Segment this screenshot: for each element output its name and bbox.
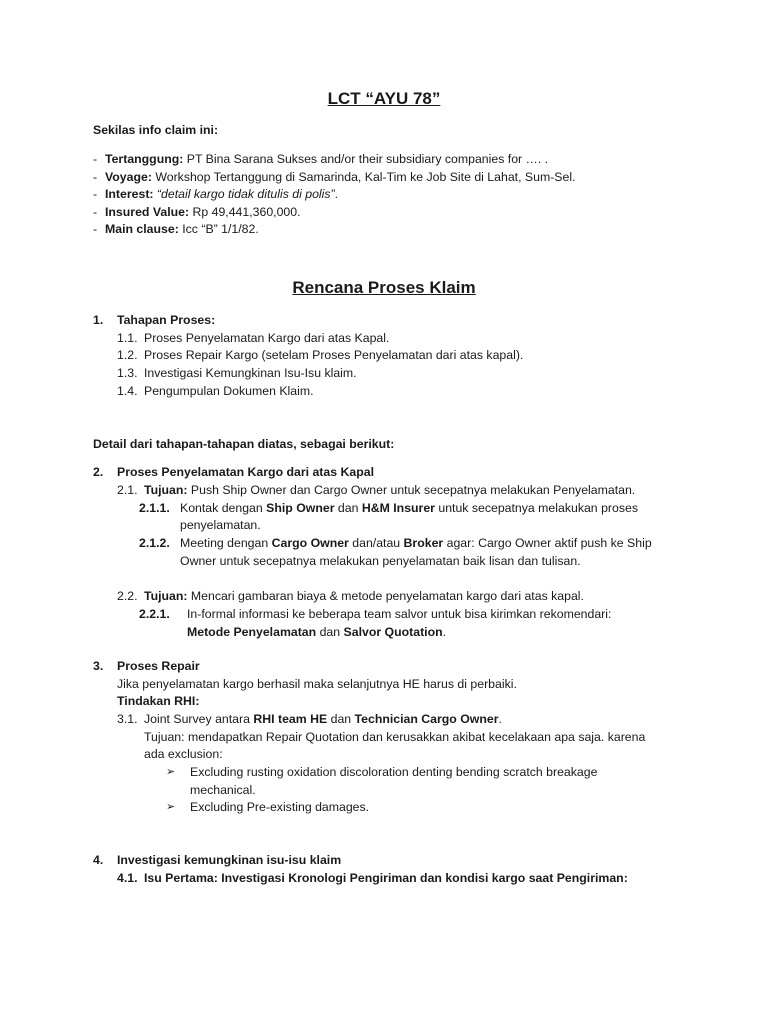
item-line [180, 499, 638, 517]
info-label: Interest: [105, 187, 154, 201]
item-label: Tujuan: [144, 483, 188, 497]
item-line [187, 623, 446, 641]
item-text: In-formal informasi ke beberapa team salvor untuk bisa kirimkan rekomendari: [187, 607, 612, 621]
item-text-continued: penyelamatan. [180, 518, 261, 532]
info-line [105, 150, 548, 168]
info-label: Voyage: [105, 170, 152, 184]
bullet-text: Excluding rusting oxidation discoloration denting bending scratch breakage [190, 765, 598, 779]
item-bold: H&M Insurer [361, 501, 435, 515]
info-label: Insured Value: [105, 205, 190, 219]
item-number: 2.1. [117, 483, 138, 497]
item-number: 4.1. [117, 871, 138, 885]
item-text: Investigasi Kemungkinan Isu-Isu klaim. [144, 366, 357, 380]
item-text: dan [327, 712, 355, 726]
info-line [105, 168, 575, 186]
item-text: Meeting dengan [180, 536, 272, 550]
item-bold: Metode Penyelamatan [187, 625, 317, 639]
info-value: Icc “B” 1/1/82. [178, 222, 259, 236]
item-number: 2.1.2. [139, 536, 170, 550]
section-number: 1. [93, 313, 104, 327]
section-title: Investigasi kemungkinan isu-isu klaim [117, 853, 342, 867]
item-bold: Technician Cargo Owner [354, 712, 499, 726]
item-text: untuk secepatnya melakukan proses [434, 501, 638, 515]
dash-bullet: - [93, 170, 98, 184]
section-heading: Rencana Proses Klaim [292, 278, 476, 297]
dash-bullet: - [93, 205, 98, 219]
item-text: Joint Survey antara [144, 712, 254, 726]
info-label: Tertanggung: [105, 152, 184, 166]
item-text: Pengumpulan Dokumen Klaim. [144, 384, 314, 398]
item-line [144, 481, 635, 499]
info-value: Workshop Tertanggung di Samarinda, Kal-Tim ke Job Site di Lahat, Sum-Sel. [151, 170, 576, 184]
item-bold: RHI team HE [253, 712, 328, 726]
section-number: 2. [93, 465, 104, 479]
section-title: Proses Repair [117, 659, 200, 673]
item-text-continued: ada exclusion: [144, 747, 223, 761]
arrow-bullet-icon: ➢ [166, 766, 176, 778]
item-text: Kontak dengan [180, 501, 267, 515]
item-bold: Cargo Owner [271, 536, 349, 550]
info-line [105, 220, 259, 238]
item-number: 1.2. [117, 348, 138, 362]
item-number: 1.3. [117, 366, 138, 380]
item-number: 2.2.1. [139, 607, 170, 621]
arrow-bullet-icon: ➢ [166, 801, 176, 813]
info-value: Rp 49,441,360,000. [189, 205, 301, 219]
item-number: 3.1. [117, 712, 138, 726]
item-text: Tujuan: mendapatkan Repair Quotation dan kerusakkan akibat kecelakaan apa saja. karena [144, 730, 646, 744]
section-number: 4. [93, 853, 104, 867]
item-bold: Salvor Quotation [343, 625, 443, 639]
section-subtitle: Tindakan RHI: [117, 694, 200, 708]
bullet-text-continued: mechanical. [190, 783, 256, 797]
dash-bullet: - [93, 152, 98, 166]
intro-text: Sekilas info claim ini: [93, 123, 219, 137]
item-line [144, 710, 502, 728]
item-line [180, 534, 652, 552]
info-value: PT Bina Sarana Sukses and/or their subsidiary companies for …. . [183, 152, 549, 166]
detail-intro: Detail dari tahapan-tahapan diatas, sebagai berikut: [93, 437, 395, 451]
info-line [105, 185, 338, 203]
item-text: . [442, 625, 447, 639]
info-value: “detail kargo tidak ditulis di polis” [153, 187, 335, 201]
bullet-text: Excluding Pre-existing damages. [190, 800, 370, 814]
item-text: dan [334, 501, 362, 515]
section-text: Jika penyelamatan kargo berhasil maka selanjutnya HE harus di perbaiki. [117, 677, 517, 691]
info-label: Main clause: [105, 222, 179, 236]
info-line [105, 203, 301, 221]
section-number: 3. [93, 659, 104, 673]
document-title: LCT “AYU 78” [327, 89, 441, 108]
item-text: dan [316, 625, 344, 639]
dash-bullet: - [93, 187, 98, 201]
dash-bullet: - [93, 222, 98, 236]
info-value-tail: . [334, 187, 339, 201]
item-number: 2.2. [117, 589, 138, 603]
item-line [144, 587, 584, 605]
item-text: dan/atau [348, 536, 404, 550]
item-label: Tujuan: [144, 589, 188, 603]
item-bold: Ship Owner [266, 501, 335, 515]
item-number: 1.4. [117, 384, 138, 398]
item-text: Proses Repair Kargo (setelam Proses Penyelamatan dari atas kapal). [144, 348, 524, 362]
item-text: Push Ship Owner dan Cargo Owner untuk secepatnya melakukan Penyelamatan. [187, 483, 636, 497]
section-title: Tahapan Proses: [117, 313, 216, 327]
section-title: Proses Penyelamatan Kargo dari atas Kapal [117, 465, 374, 479]
item-bold: Broker [403, 536, 444, 550]
item-text: Isu Pertama: Investigasi Kronologi Pengiriman dan kondisi kargo saat Pengiriman: [144, 871, 628, 885]
item-text: agar: Cargo Owner aktif push ke Ship [443, 536, 652, 550]
item-text-continued: Owner untuk secepatnya melakukan penyelamatan baik lisan dan tulisan. [180, 554, 581, 568]
item-number: 2.1.1. [139, 501, 170, 515]
item-number: 1.1. [117, 331, 138, 345]
item-text: Proses Penyelamatan Kargo dari atas Kapal. [144, 331, 390, 345]
item-text: . [498, 712, 502, 726]
item-text: Mencari gambaran biaya & metode penyelamatan kargo dari atas kapal. [187, 589, 584, 603]
